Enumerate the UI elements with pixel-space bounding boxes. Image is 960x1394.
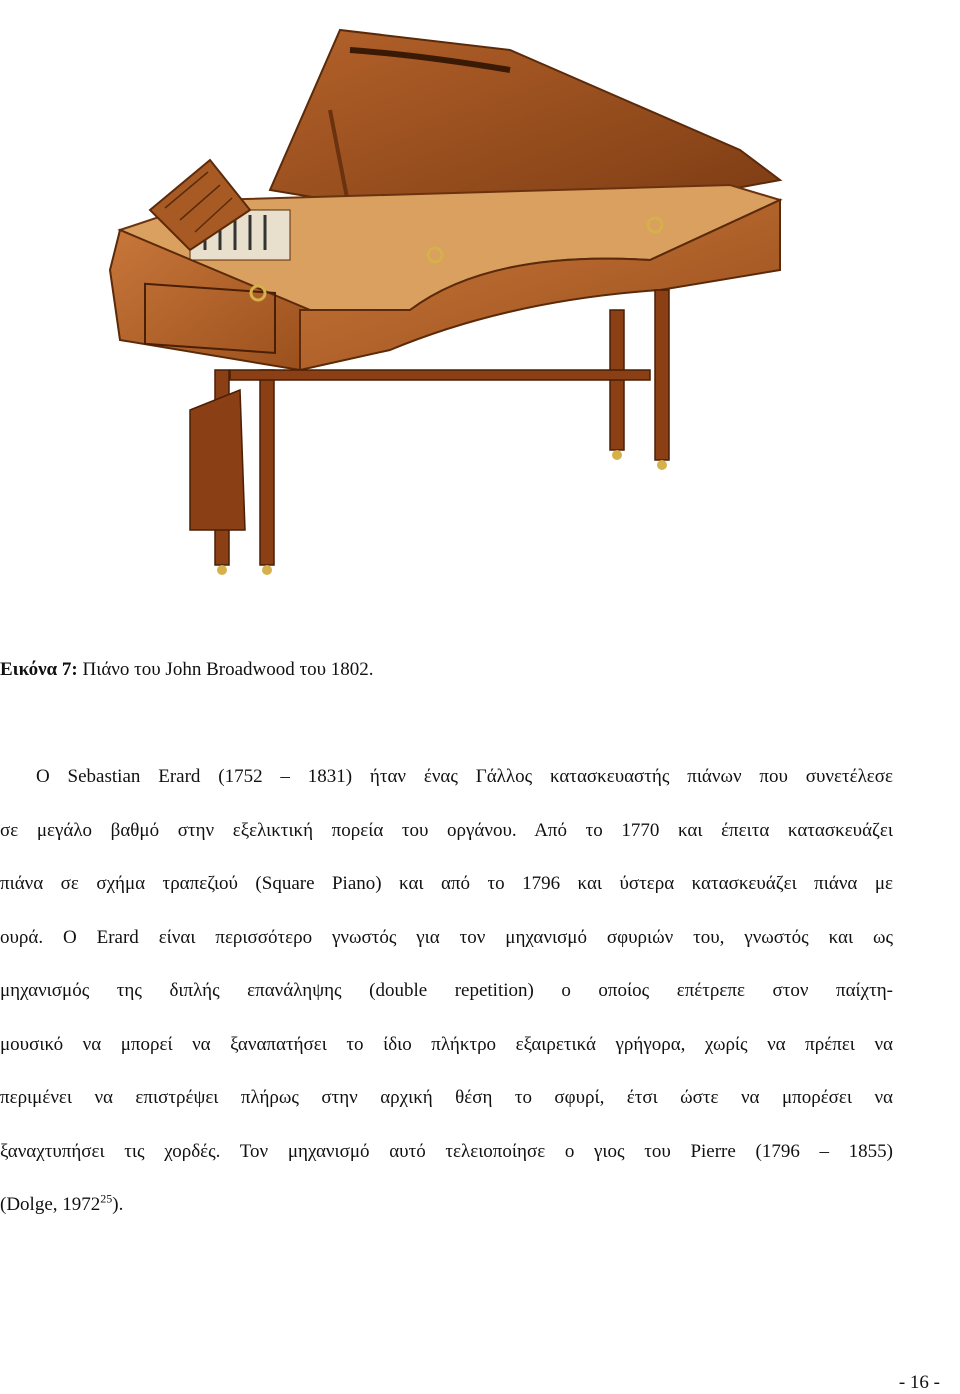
- footnote-reference[interactable]: 25: [100, 1191, 113, 1206]
- paragraph-line: σε μεγάλο βαθμό στην εξελικτική πορεία του οργάνου. Από το 1770 και έπειτα κατασκευάζει: [0, 819, 893, 841]
- paragraph-line: ξαναχτυπήσει τις χορδές. Τον μηχανισμό αυτό τελειοποίησε ο γιος του Pierre (1796 – 1855): [0, 1140, 893, 1162]
- piano-illustration: [90, 10, 810, 600]
- page-number: - 16 -: [898, 1372, 940, 1393]
- body-paragraph: [0, 764, 893, 1246]
- paragraph-line: μουσικό να μπορεί να ξαναπατήσει το ίδιο πλήκτρο εξαιρετικά γρήγορα, χωρίς να πρέπει να: [0, 1033, 893, 1055]
- paragraph-line: περιμένει να επιστρέψει πλήρως στην αρχική θέση το σφυρί, έτσι ώστε να μπορέσει να: [0, 1087, 893, 1108]
- paragraph-line: ουρά. Ο Erard είναι περισσότερο γνωστός για τον μηχανισμό σφυριών του, γνωστός και ως: [0, 926, 893, 948]
- caption-label: Εικόνα 7:: [0, 659, 78, 680]
- citation-text: (Dolge, 1972: [0, 1194, 101, 1215]
- citation-end: ).: [112, 1194, 124, 1215]
- paragraph-last-line: [0, 1192, 893, 1246]
- paragraph-line: πιάνα σε σχήμα τραπεζιού (Square Piano) και από το 1796 και ύστερα κατασκευάζει πιάνα με: [0, 873, 893, 894]
- figure-caption: [0, 657, 960, 683]
- paragraph-line: Ο Sebastian Erard (1752 – 1831) ήταν ένας Γάλλος κατασκευαστής πιάνων που συνετέλεσε: [36, 766, 893, 787]
- paragraph-line: μηχανισμός της διπλής επανάληψης (double repetition) ο οποίος επέτρεπε στον παίχτη-: [0, 980, 893, 1001]
- caption-text: Πιάνο του John Broadwood του 1802.: [77, 659, 374, 680]
- piano-figure: [90, 10, 810, 600]
